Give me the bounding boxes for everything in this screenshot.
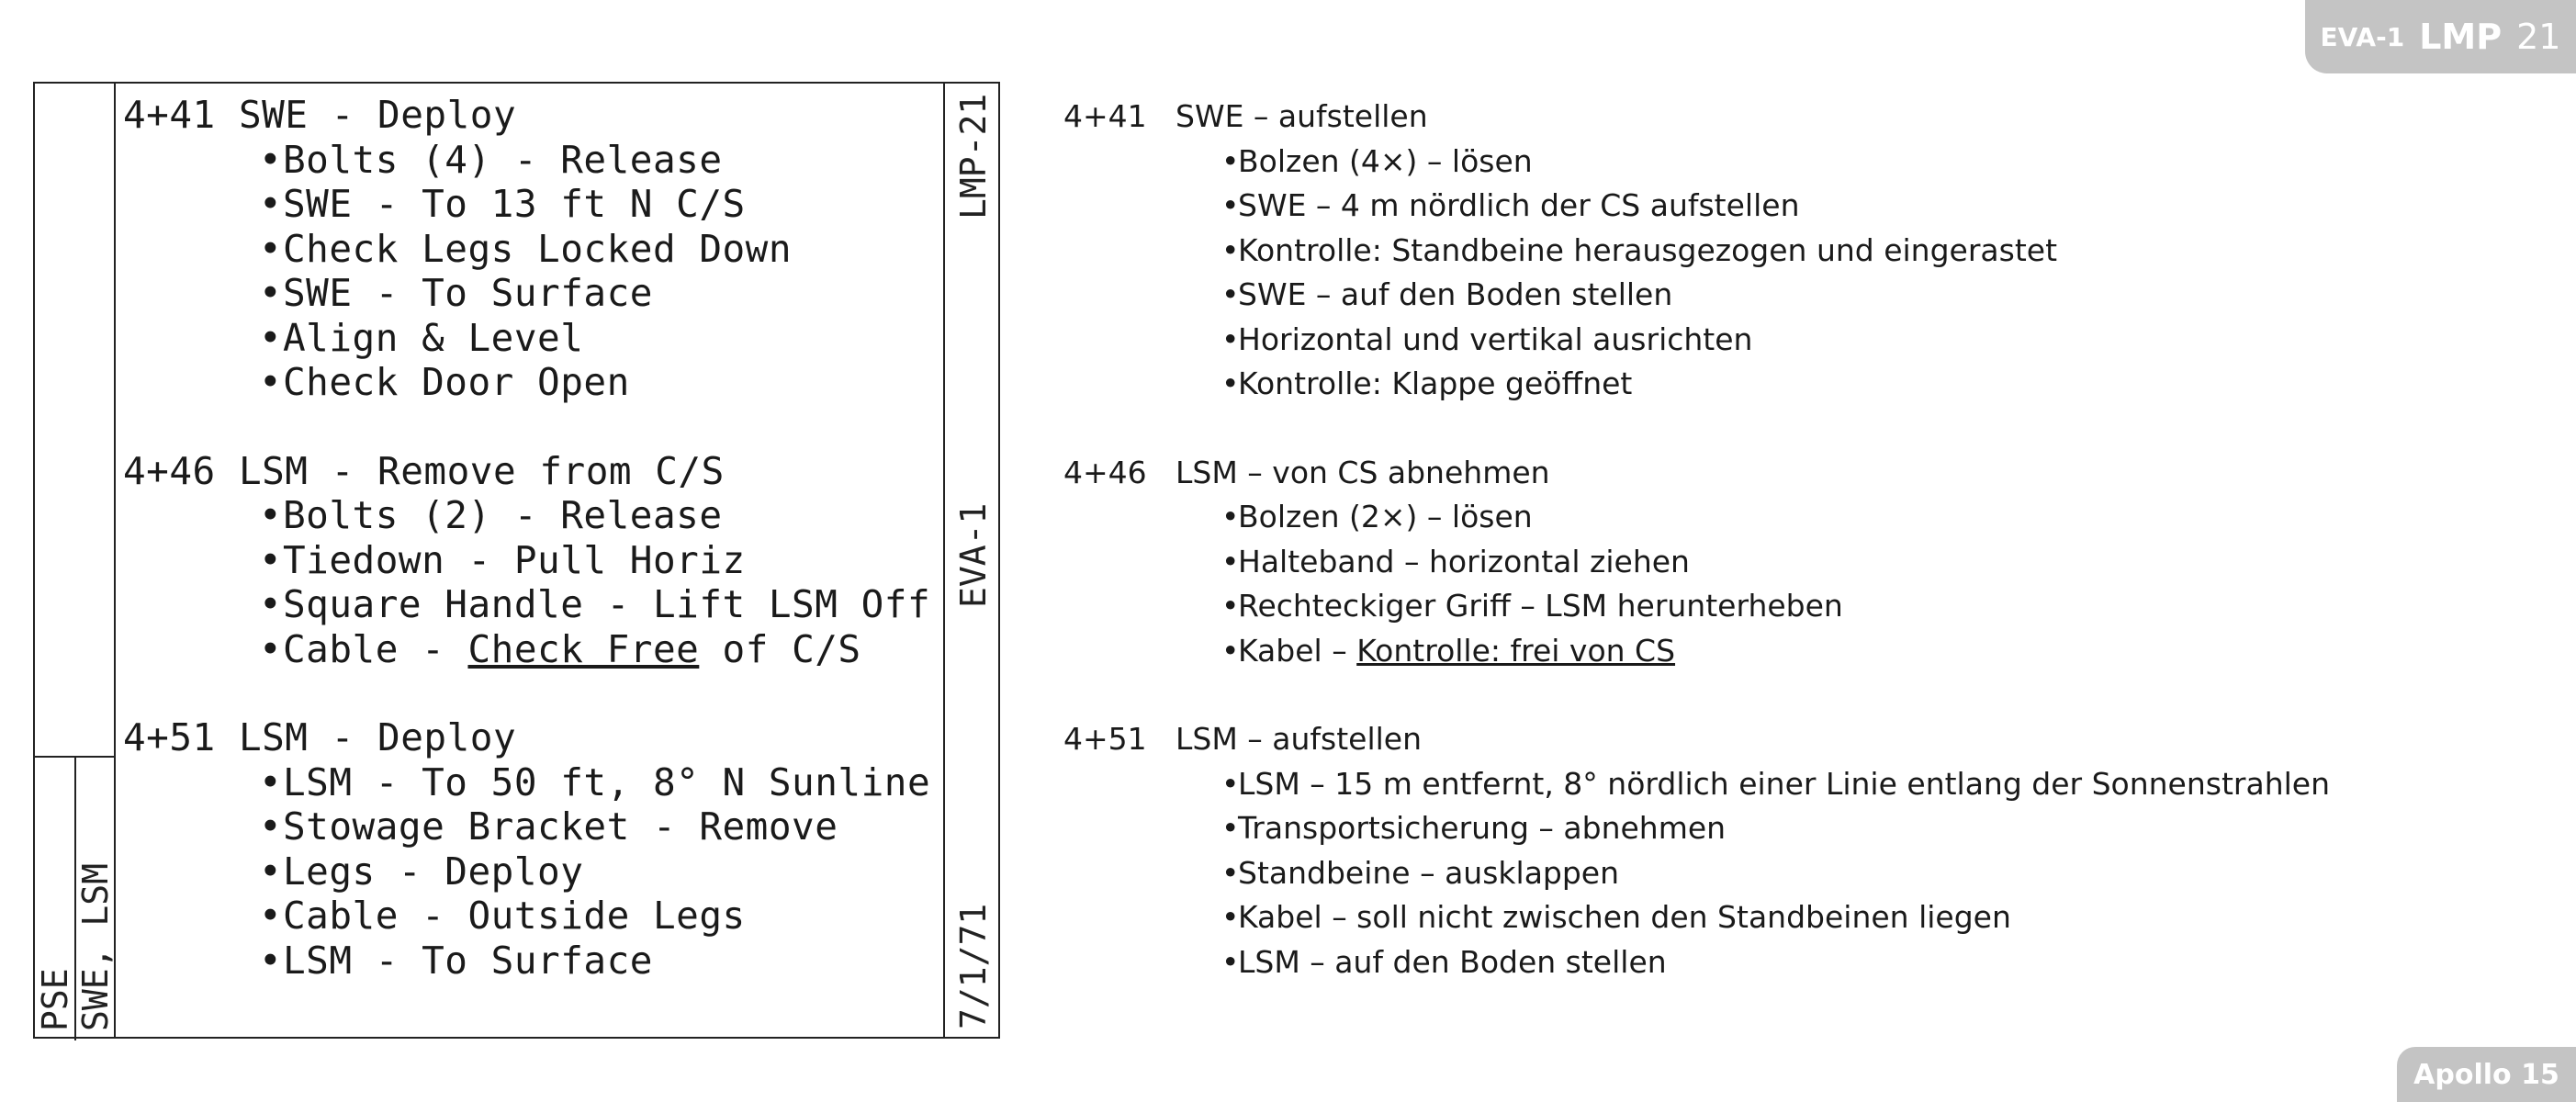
translation-item: •Kontrolle: Klappe geöffnet (1221, 365, 1633, 401)
step-heading (123, 449, 939, 494)
translation-heading (1063, 717, 2294, 762)
translation-time: 4+41 (1063, 98, 1147, 134)
translation-time: 4+51 (1063, 721, 1147, 757)
translation-item: •Standbeine – ausklappen (1221, 854, 1620, 891)
translation-item: •Rechteckiger Griff – LSM herunterheben (1221, 588, 1843, 624)
page-tab-crew: LMP (2419, 17, 2503, 57)
step-item-text-underlined: Check Free (467, 626, 700, 671)
page-tab (2305, 0, 2576, 73)
translation-item-text-pre: Kabel – (1238, 632, 1357, 669)
step-item: •Stowage Bracket - Remove (259, 804, 838, 849)
step-item: •Cable - Outside Legs (259, 894, 746, 938)
step-item: •SWE - To Surface (259, 271, 653, 315)
step-item-text: LSM - To Surface (283, 938, 653, 983)
checklist-card (33, 82, 1000, 1039)
step-item: •LSM - To Surface (259, 938, 653, 983)
checklist-step (123, 715, 939, 983)
translation-item: •SWE – auf den Boden stellen (1221, 276, 1673, 312)
translation-title: LSM – aufstellen (1176, 721, 1423, 757)
step-item-text: Square Handle - Lift LSM Off (283, 582, 931, 626)
checklist-step (123, 449, 939, 672)
translation-item-text: Rechteckiger Griff – LSM herunterheben (1238, 588, 1843, 624)
translation-item-text: Kontrolle: Klappe geöffnet (1238, 365, 1633, 401)
translation-item: •LSM – 15 m entfernt, 8° nördlich einer Linie entlang der Sonnenstrahlen (1221, 765, 2330, 802)
translation-item: •Bolzen (4×) – lösen (1221, 142, 1533, 179)
translation-item-text: Horizontal und vertikal ausrichten (1238, 320, 1753, 357)
card-label-pse: PSE (35, 968, 75, 1031)
step-title: LSM - Remove from C/S (238, 448, 725, 493)
card-label-eva: EVA-1 (953, 502, 994, 608)
step-time: 4+41 (123, 93, 216, 137)
step-item-text: LSM - To 50 ft, 8° N Sunline (283, 759, 931, 804)
translation-item: •Horizontal und vertikal ausrichten (1221, 320, 1753, 357)
translation-item: •Kabel – Kontrolle: frei von CS (1221, 632, 1676, 669)
translation-item-text: Kabel – soll nicht zwischen den Standbeinen liegen (1238, 899, 2011, 935)
translation-step (1063, 95, 2294, 407)
step-item: •Legs - Deploy (259, 849, 584, 894)
step-item-text: Check Legs Locked Down (283, 226, 793, 271)
step-item: •LSM - To 50 ft, 8° N Sunline (259, 759, 931, 804)
card-label-swe-lsm: SWE, LSM (75, 862, 116, 1031)
step-item-text: Bolts (2) - Release (283, 493, 723, 537)
step-item: •Check Door Open (259, 360, 630, 404)
step-item-text-pre: Cable - (283, 626, 468, 671)
translation-item-text: Bolzen (2×) – lösen (1238, 499, 1533, 534)
translation-heading (1063, 95, 2294, 140)
page-tab-eva: EVA-1 (2320, 21, 2405, 52)
step-item-text: Tiedown - Pull Horiz (283, 537, 746, 582)
step-title: SWE - Deploy (238, 93, 517, 137)
translation-item: •Kontrolle: Standbeine herausgezogen und eingerastet (1221, 231, 2058, 268)
mission-tab (2397, 1047, 2576, 1102)
translation-item-text-underlined: Kontrolle: frei von CS (1356, 632, 1676, 669)
step-item: •Check Legs Locked Down (259, 226, 793, 271)
translation-item: •LSM – auf den Boden stellen (1221, 943, 1667, 980)
translation-item: •SWE – 4 m nördlich der CS aufstellen (1221, 187, 1800, 223)
translation-body (1063, 95, 2330, 984)
step-item: •Align & Level (259, 315, 584, 360)
translation-item-text: LSM – 15 m entfernt, 8° nördlich einer Linie entlang der Sonnenstrahlen (1238, 765, 2330, 802)
step-item: •Bolts (4) - Release (259, 137, 723, 182)
mission-tab-label: Apollo 15 (2413, 1058, 2559, 1091)
card-label-date: 7/1/71 (953, 903, 994, 1029)
step-item: •Cable - Check Free of C/S (259, 626, 861, 671)
step-item-text-post: of C/S (699, 626, 861, 671)
translation-step (1063, 451, 2294, 674)
step-item: •Bolts (2) - Release (259, 493, 723, 537)
step-item-text: Bolts (4) - Release (283, 137, 723, 182)
page-tab-number: 21 (2516, 17, 2561, 57)
step-item-text: SWE - To 13 ft N C/S (283, 182, 746, 226)
translation-item: •Halteband – horizontal ziehen (1221, 543, 1690, 579)
card-label-page: LMP-21 (953, 93, 994, 219)
step-item-text: Cable - Outside Legs (283, 894, 746, 938)
step-item-text: Stowage Bracket - Remove (283, 804, 838, 849)
card-right-divider (943, 84, 945, 1037)
step-item-text: SWE - To Surface (283, 271, 653, 315)
translation-title: SWE – aufstellen (1176, 98, 1428, 134)
step-item: •SWE - To 13 ft N C/S (259, 182, 746, 226)
step-item-text: Legs - Deploy (283, 849, 584, 894)
checklist-step (123, 93, 939, 405)
translation-item-text: Transportsicherung – abnehmen (1238, 810, 1727, 846)
translation-heading (1063, 451, 2294, 496)
translation-item-text: LSM – auf den Boden stellen (1238, 943, 1667, 980)
translation-title: LSM – von CS abnehmen (1176, 454, 1550, 490)
step-item: •Square Handle - Lift LSM Off (259, 582, 931, 626)
step-item: •Tiedown - Pull Horiz (259, 537, 746, 582)
step-heading (123, 715, 939, 760)
translation-step (1063, 717, 2330, 984)
translation-item-text: Bolzen (4×) – lösen (1238, 142, 1533, 179)
translation-item-text: Halteband – horizontal ziehen (1238, 543, 1690, 579)
step-heading (123, 93, 939, 138)
step-title: LSM - Deploy (238, 715, 517, 759)
translation-item: •Bolzen (2×) – lösen (1221, 499, 1533, 534)
translation-item: •Kabel – soll nicht zwischen den Standbeinen liegen (1221, 899, 2011, 935)
translation-item-text: Standbeine – ausklappen (1238, 854, 1620, 891)
step-item-text: Check Door Open (283, 360, 630, 404)
translation-item-text: SWE – 4 m nördlich der CS aufstellen (1238, 187, 1800, 223)
translation-time: 4+46 (1063, 454, 1147, 490)
translation-item-text: SWE – auf den Boden stellen (1238, 276, 1673, 312)
translation-item: •Transportsicherung – abnehmen (1221, 810, 1727, 846)
step-time: 4+46 (123, 448, 216, 493)
checklist-body (123, 93, 939, 983)
step-time: 4+51 (123, 715, 216, 759)
step-item-text: Align & Level (283, 315, 584, 360)
translation-item-text: Kontrolle: Standbeine herausgezogen und eingerastet (1238, 231, 2058, 268)
